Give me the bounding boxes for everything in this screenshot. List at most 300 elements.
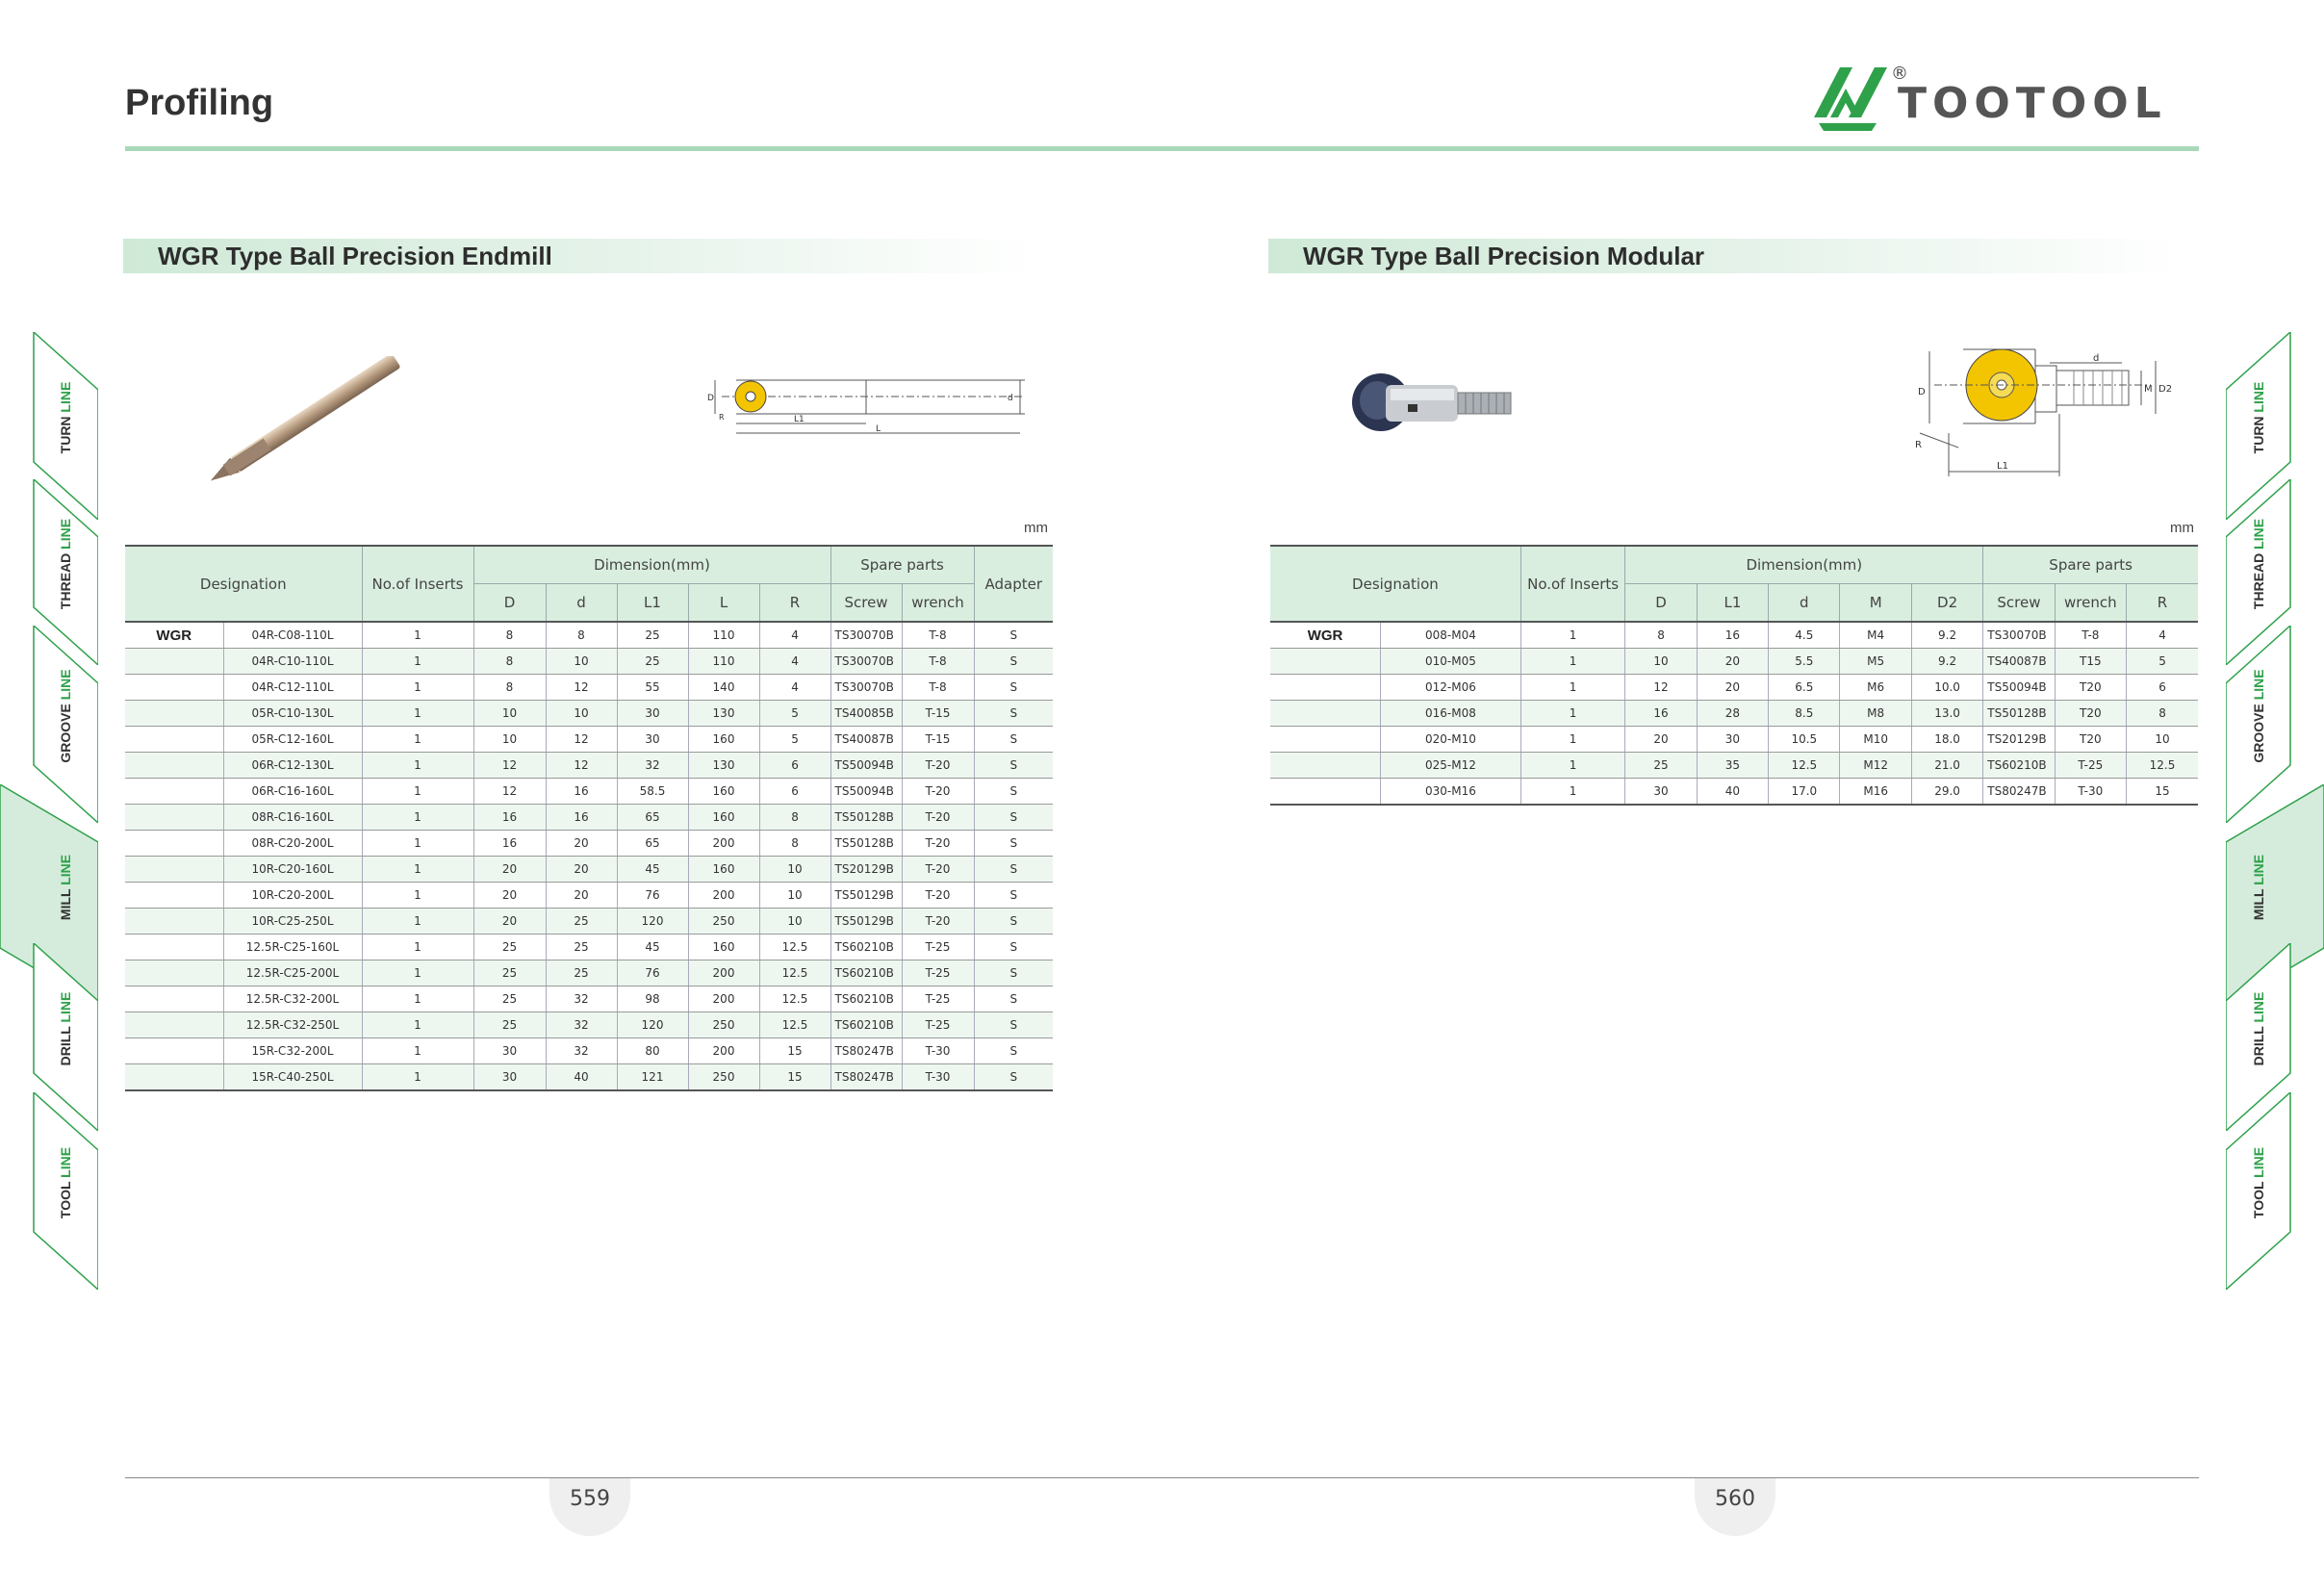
table-cell: 1 [362,831,473,857]
series-cell [125,986,223,1012]
table-cell: 25 [546,935,617,960]
table-row [125,1064,1053,1091]
table-cell: 1 [362,779,473,805]
table-cell: 04R-C12-110L [223,675,362,701]
table-cell: T-20 [902,779,974,805]
table-cell: TS50094B [830,779,902,805]
table-cell: T-30 [2055,779,2126,806]
table-cell: S [974,960,1053,986]
header-spare-parts: Spare parts [830,546,974,584]
tab-sub-label: LINE [58,1146,73,1178]
table-cell: 08R-C20-200L [223,831,362,857]
table-cell: S [974,883,1053,909]
table-cell: T-20 [902,857,974,883]
table-cell: 8 [473,675,546,701]
table-cell: T-25 [902,1012,974,1038]
table-cell: TS20129B [830,857,902,883]
table-cell: 110 [688,622,759,649]
table-cell: 4 [759,622,830,649]
page-title: Profiling [125,83,274,123]
table-cell: T-20 [902,831,974,857]
table-cell: 16 [473,831,546,857]
header-L1: L1 [617,584,688,623]
table-cell: 1 [362,909,473,935]
table-cell: 12 [546,727,617,753]
table-cell: TS60210B [830,960,902,986]
tab-drill[interactable] [2251,971,2266,1087]
drawing-label-D2: D2 [2158,384,2173,395]
table-cell: 4 [759,649,830,675]
logo-mark [1814,67,1887,131]
table-cell: TS60210B [830,935,902,960]
tab-sub-label: LINE [58,518,73,550]
series-cell [1270,649,1381,675]
table-cell: S [974,779,1053,805]
table-cell: 160 [688,727,759,753]
table-cell: 30 [473,1064,546,1091]
modular-spec-table [1270,545,2198,806]
series-cell [1270,779,1381,806]
header-wrench: wrench [902,584,974,623]
table-row [125,805,1053,831]
table-row [125,909,1053,935]
page-number-left: 559 [549,1478,630,1536]
table-cell: TS60210B [830,1012,902,1038]
header-dimension: Dimension(mm) [473,546,830,584]
registered-mark: ® [1891,64,1908,84]
table-cell: 1 [362,1064,473,1091]
table-cell: 12.5R-C25-200L [223,960,362,986]
table-row [125,622,1053,649]
table-cell: TS30070B [830,622,902,649]
series-cell [125,675,223,701]
table-cell: 10 [546,701,617,727]
header-wrench: wrench [2055,584,2126,623]
table-cell: 12 [546,753,617,779]
table-cell: 16 [546,805,617,831]
header-inserts: No.of Inserts [1520,546,1625,622]
table-cell: 8 [546,622,617,649]
table-cell: 12.5 [2127,753,2198,779]
table-cell: T-25 [902,960,974,986]
table-cell: 15 [759,1064,830,1091]
tab-turn[interactable] [2251,360,2266,475]
table-cell: 1 [362,622,473,649]
table-cell: M4 [1840,622,1911,649]
table-cell: T-20 [902,883,974,909]
drawing-label-R: R [719,413,725,422]
table-cell: S [974,649,1053,675]
title-rule [125,146,2199,151]
tab-groove[interactable] [2251,658,2266,774]
table-cell: 12 [1625,675,1697,701]
table-cell: 06R-C12-130L [223,753,362,779]
unit-label: mm [2170,520,2194,536]
table-cell: 160 [688,779,759,805]
table-cell: S [974,986,1053,1012]
header-D: D [473,584,546,623]
brand-name: TOOTOOL [1898,79,2167,128]
drawing-label-D: D [1918,387,1926,397]
table-cell: 32 [546,1012,617,1038]
table-cell: 1 [362,1012,473,1038]
table-cell: TS20129B [1983,727,2055,753]
table-cell: 4 [2127,622,2198,649]
table-cell: TS60210B [830,986,902,1012]
tab-sub-label: LINE [58,854,73,885]
table-cell: T-20 [902,805,974,831]
table-cell: 06R-C16-160L [223,779,362,805]
table-cell: TS50128B [830,831,902,857]
table-cell: 1 [362,857,473,883]
table-cell: 10R-C25-250L [223,909,362,935]
table-cell: T-30 [902,1038,974,1064]
table-cell: S [974,622,1053,649]
table-cell: T-20 [902,753,974,779]
drawing-label-L1: L1 [1997,461,2008,472]
table-cell: 10 [473,727,546,753]
tab-sub-label: LINE [2251,991,2266,1023]
table-cell: 130 [688,753,759,779]
table-cell: 8 [759,831,830,857]
table-cell: 1 [362,727,473,753]
table-cell: 76 [617,960,688,986]
table-cell: S [974,753,1053,779]
table-cell: 6 [2127,675,2198,701]
header-inserts: No.of Inserts [362,546,473,622]
table-cell: 1 [362,649,473,675]
table-cell: 130 [688,701,759,727]
table-cell: 16 [473,805,546,831]
table-cell: 1 [362,805,473,831]
table-cell: T20 [2055,701,2126,727]
series-cell [125,857,223,883]
drawing-label-R: R [1915,440,1922,450]
table-cell: 1 [1520,622,1625,649]
table-cell: 29.0 [1911,779,1982,806]
table-cell: TS40085B [830,701,902,727]
drawing-label-M: M [2144,384,2153,395]
table-cell: 32 [617,753,688,779]
table-cell: 30 [617,701,688,727]
table-cell: 120 [617,909,688,935]
tab-drill[interactable] [58,971,73,1087]
table-cell: 200 [688,986,759,1012]
table-cell: 1 [1520,753,1625,779]
tab-mill[interactable] [2251,830,2266,945]
table-cell: 40 [546,1064,617,1091]
table-cell: T20 [2055,727,2126,753]
series-cell [1270,753,1381,779]
table-row [125,831,1053,857]
tab-turn[interactable] [58,360,73,475]
table-cell: TS50129B [830,909,902,935]
table-cell: 25 [473,935,546,960]
tab-mill[interactable] [58,830,73,945]
tab-sub-label: LINE [58,381,73,413]
series-cell [125,960,223,986]
table-cell: 1 [1520,675,1625,701]
section-title-modular: WGR Type Ball Precision Modular [1268,239,2183,273]
header-L: L [688,584,759,623]
footer-rule [125,1477,2199,1478]
header-R: R [759,584,830,623]
header-dimension: Dimension(mm) [1625,546,1983,584]
table-cell: 121 [617,1064,688,1091]
table-cell: M10 [1840,727,1911,753]
table-cell: 12.5 [759,935,830,960]
table-cell: 250 [688,1064,759,1091]
table-row [1270,701,2198,727]
tab-sub-label: LINE [2251,518,2266,550]
table-cell: 030-M16 [1381,779,1521,806]
header-M: M [1840,584,1911,623]
table-cell: TS80247B [1983,779,2055,806]
tab-main-label: MILL [2251,888,2266,920]
page-number-right: 560 [1695,1478,1775,1536]
table-cell: 21.0 [1911,753,1982,779]
table-cell: T-15 [902,701,974,727]
tab-thread[interactable] [2251,506,2266,622]
table-cell: 20 [473,883,546,909]
table-cell: T-25 [902,935,974,960]
table-cell: 15 [759,1038,830,1064]
tab-groove[interactable] [58,658,73,774]
table-cell: 5 [2127,649,2198,675]
table-cell: 76 [617,883,688,909]
tab-main-label: MILL [58,888,73,920]
unit-label: mm [1024,520,1048,536]
table-cell: S [974,1038,1053,1064]
endmill-product-image [192,356,423,481]
table-cell: 20 [473,857,546,883]
table-cell: 40 [1697,779,1768,806]
table-cell: 10 [759,909,830,935]
table-row [125,701,1053,727]
header-d: d [1769,584,1840,623]
table-cell: 1 [362,675,473,701]
header-screw: Screw [1983,584,2055,623]
section-title-endmill: WGR Type Ball Precision Endmill [123,239,1037,273]
table-cell: 15 [2127,779,2198,806]
series-cell [1270,675,1381,701]
table-cell: TS60210B [1983,753,2055,779]
header-d: d [546,584,617,623]
table-row [125,883,1053,909]
table-cell: S [974,909,1053,935]
table-cell: 12 [473,779,546,805]
table-cell: 200 [688,831,759,857]
table-cell: 120 [617,1012,688,1038]
table-cell: 4 [759,675,830,701]
table-cell: TS30070B [830,649,902,675]
table-cell: 1 [362,753,473,779]
table-cell: TS80247B [830,1064,902,1091]
modular-drawing [1910,342,2194,491]
table-cell: 80 [617,1038,688,1064]
table-cell: TS40087B [830,727,902,753]
table-row [125,779,1053,805]
table-cell: T-25 [2055,753,2126,779]
table-cell: 1 [362,960,473,986]
table-cell: S [974,831,1053,857]
endmill-spec-table [125,545,1053,1091]
header-spare-parts: Spare parts [1983,546,2198,584]
table-cell: 05R-C12-160L [223,727,362,753]
table-cell: 6 [759,779,830,805]
drawing-label-D: D [707,394,714,403]
table-cell: 10.5 [1769,727,1840,753]
table-cell: 12.5R-C32-200L [223,986,362,1012]
table-cell: 250 [688,909,759,935]
table-cell: 200 [688,1038,759,1064]
header-designation: Designation [1270,546,1520,622]
series-cell [125,1038,223,1064]
series-cell [125,727,223,753]
tab-tool-shape [2226,1092,2324,1290]
tab-tool[interactable] [2251,1125,2266,1241]
table-cell: 12.5 [759,1012,830,1038]
table-cell: 32 [546,1038,617,1064]
table-cell: 20 [1697,675,1768,701]
table-cell: 04R-C08-110L [223,622,362,649]
series-cell: WGR [1270,622,1381,649]
series-cell [1270,701,1381,727]
table-cell: 160 [688,935,759,960]
table-cell: 05R-C10-130L [223,701,362,727]
table-cell: 12 [473,753,546,779]
table-cell: 1 [362,1038,473,1064]
table-cell: M5 [1840,649,1911,675]
header-adapter: Adapter [974,546,1053,622]
table-cell: 17.0 [1769,779,1840,806]
table-row [125,960,1053,986]
table-cell: 010-M05 [1381,649,1521,675]
table-cell: 10.0 [1911,675,1982,701]
tab-main-label: GROOVE [58,704,73,763]
table-cell: 65 [617,831,688,857]
table-cell: 65 [617,805,688,831]
table-cell: 12 [546,675,617,701]
table-cell: 025-M12 [1381,753,1521,779]
table-cell: 16 [1697,622,1768,649]
table-cell: S [974,805,1053,831]
table-row [125,1038,1053,1064]
tab-sub-label: LINE [2251,1146,2266,1178]
tab-sub-label: LINE [58,669,73,701]
table-cell: T-8 [902,622,974,649]
table-row [125,675,1053,701]
table-row [125,935,1053,960]
series-cell [125,1012,223,1038]
tab-thread[interactable] [58,506,73,622]
table-cell: 1 [1520,779,1625,806]
table-cell: T-25 [902,986,974,1012]
table-cell: 20 [546,883,617,909]
table-cell: 25 [617,622,688,649]
tab-tool[interactable] [58,1125,73,1241]
table-cell: 10 [759,883,830,909]
table-cell: 45 [617,857,688,883]
table-cell: 1 [362,701,473,727]
table-cell: 04R-C10-110L [223,649,362,675]
table-cell: 10 [2127,727,2198,753]
table-cell: 25 [546,960,617,986]
table-cell: TS80247B [830,1038,902,1064]
table-cell: 160 [688,857,759,883]
table-cell: 1 [362,883,473,909]
table-cell: 25 [617,649,688,675]
table-cell: 30 [473,1038,546,1064]
table-cell: TS30070B [830,675,902,701]
table-cell: 1 [362,986,473,1012]
table-cell: 20 [473,909,546,935]
tab-main-label: DRILL [58,1026,73,1066]
table-cell: 250 [688,1012,759,1038]
header-D2: D2 [1911,584,1982,623]
drawing-label-d: d [2093,353,2100,364]
header-R: R [2127,584,2198,623]
table-cell: 012-M06 [1381,675,1521,701]
series-cell [125,779,223,805]
table-cell: 10 [759,857,830,883]
table-cell: 9.2 [1911,622,1982,649]
endmill-drawing [698,371,1025,443]
table-cell: 15R-C40-250L [223,1064,362,1091]
table-cell: TS30070B [1983,622,2055,649]
series-cell [125,883,223,909]
table-row [125,857,1053,883]
tab-main-label: DRILL [2251,1026,2266,1066]
table-cell: 12.5 [759,960,830,986]
table-cell: 25 [473,986,546,1012]
tab-main-label: TOOL [2251,1181,2266,1219]
table-row [125,727,1053,753]
table-cell: T-8 [902,649,974,675]
table-cell: 55 [617,675,688,701]
table-cell: 1 [362,935,473,960]
table-cell: 8.5 [1769,701,1840,727]
table-cell: 12.5R-C32-250L [223,1012,362,1038]
table-cell: 32 [546,986,617,1012]
tab-main-label: THREAD [2251,552,2266,610]
table-cell: 35 [1697,753,1768,779]
header-D: D [1625,584,1697,623]
table-cell: 12.5 [1769,753,1840,779]
series-cell [125,649,223,675]
tab-tool-shape [0,1092,98,1290]
modular-product-image [1342,364,1535,441]
table-cell: 12.5 [759,986,830,1012]
table-row [1270,622,2198,649]
table-cell: 25 [473,1012,546,1038]
table-cell: S [974,857,1053,883]
table-row [125,649,1053,675]
table-cell: TS50094B [830,753,902,779]
table-cell: 20 [1697,649,1768,675]
table-cell: 10 [473,701,546,727]
drawing-label-d: d [1008,394,1013,403]
table-cell: S [974,727,1053,753]
table-row [125,986,1053,1012]
table-row [1270,779,2198,806]
table-cell: 4.5 [1769,622,1840,649]
table-cell: 16 [1625,701,1697,727]
table-cell: 110 [688,649,759,675]
table-cell: 12.5R-C25-160L [223,935,362,960]
table-cell: TS50128B [830,805,902,831]
table-cell: 5.5 [1769,649,1840,675]
